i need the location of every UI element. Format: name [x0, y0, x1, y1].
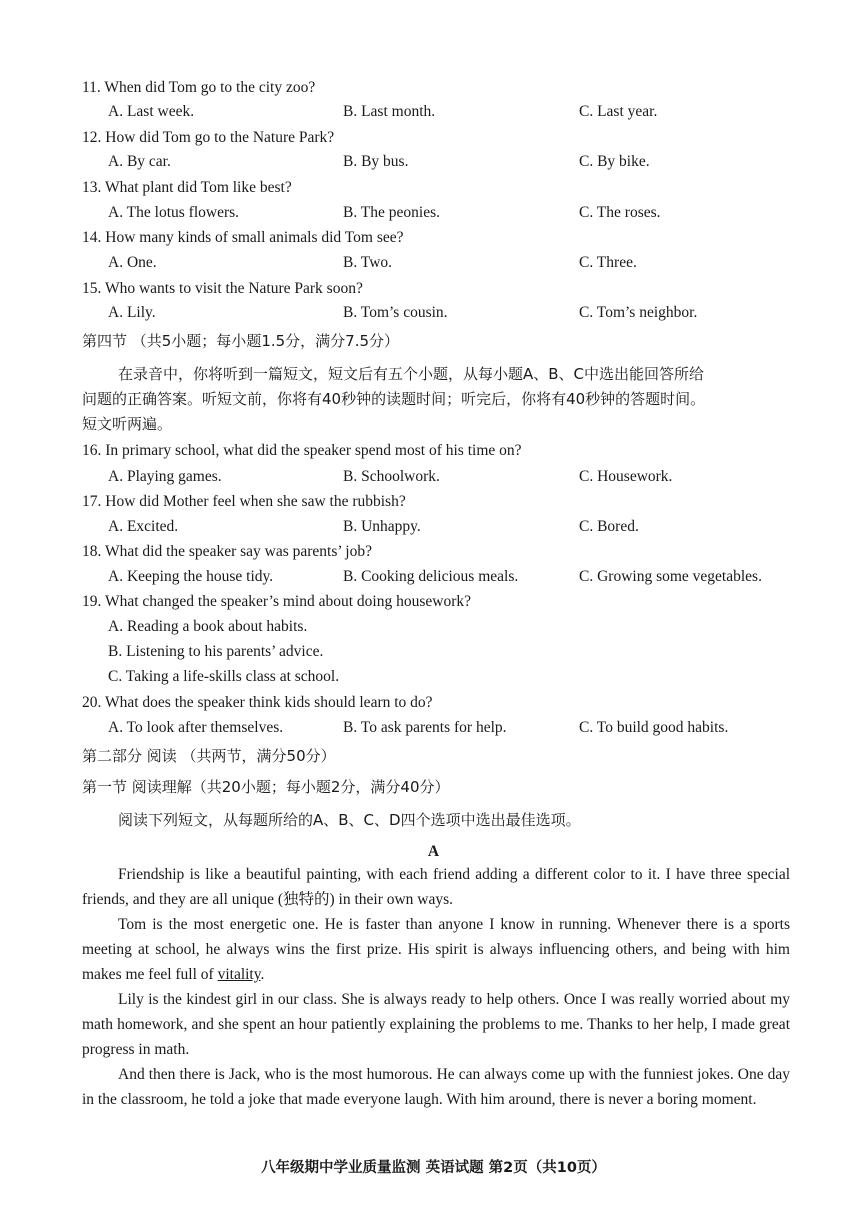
option-19c: C. Taking a life-skills class at school. [108, 668, 340, 685]
passage-paragraph-1: Friendship is like a beautiful painting, with each friend adding a different color to it. I have three special friends, and they are all unique (独特的) in their own ways. [82, 866, 790, 908]
option-16b: B. Schoolwork. [343, 468, 440, 485]
part-2-heading: 第二部分 阅读 （共两节，满分50分） [82, 747, 336, 765]
option-11b: B. Last month. [343, 103, 436, 120]
option-16a: A. Playing games. [108, 468, 222, 485]
option-17b: B. Unhappy. [343, 518, 421, 535]
option-12a: A. By car. [108, 153, 171, 170]
underlined-word-vitality: vitality [217, 966, 261, 983]
section-4-instruction-line2: 问题的正确答案。听短文前，你将有40秒钟的读题时间；听完后，你将有40秒钟的答题时间。 [82, 390, 706, 408]
passage-paragraph-4: And then there is Jack, who is the most humorous. He can always come up with the funniest jokes. One day in the classroom, he told a joke that made everyone laugh. With him around, there is never a boring moment. [82, 1066, 790, 1108]
page-footer: 八年级期中学业质量监测 英语试题 第2页（共10页） [261, 1160, 606, 1176]
option-12b: B. By bus. [343, 153, 409, 170]
option-17a: A. Excited. [108, 518, 179, 535]
reading-section-heading: 第一节 阅读理解（共20小题；每小题2分，满分40分） [82, 778, 450, 796]
passage-paragraph-2 [82, 912, 790, 987]
option-20a: A. To look after themselves. [108, 719, 284, 736]
question-12: 12. How did Tom go to the Nature Park? [82, 129, 335, 146]
question-17: 17. How did Mother feel when she saw the rubbish? [82, 493, 406, 510]
passage-label: A [427, 843, 440, 860]
question-13: 13. What plant did Tom like best? [82, 179, 292, 196]
option-13b: B. The peonies. [343, 204, 441, 221]
option-15a: A. Lily. [108, 304, 156, 321]
option-19a: A. Reading a book about habits. [108, 618, 308, 635]
reading-instruction: 阅读下列短文，从每题所给的A、B、C、D四个选项中选出最佳选项。 [118, 811, 581, 829]
question-20: 20. What does the speaker think kids should learn to do? [82, 694, 433, 711]
paragraph-2-end: . [260, 966, 265, 983]
option-13a: A. The lotus flowers. [108, 204, 240, 221]
passage-paragraph-3: Lily is the kindest girl in our class. She is always ready to help others. Once I was really worried about my math homework, and she spent an hour patiently explaining the problems to me. Thanks to her help, I made great progress in math. [82, 991, 790, 1058]
option-18c: C. Growing some vegetables. [579, 568, 762, 585]
option-14b: B. Two. [343, 254, 393, 271]
option-15b: B. Tom’s cousin. [343, 304, 448, 321]
option-11c: C. Last year. [579, 103, 658, 120]
option-16c: C. Housework. [579, 468, 673, 485]
section-4-instruction-line3: 短文听两遍。 [82, 415, 173, 433]
paragraph-2-text: Tom is the most energetic one. He is faster than anyone I know in running. Whenever there is a sports meeting at school, he always wins the first prize. His spirit is always influencing others, and being with him makes me feel full of [82, 916, 790, 983]
option-12c: C. By bike. [579, 153, 650, 170]
option-20b: B. To ask parents for help. [343, 719, 507, 736]
option-20c: C. To build good habits. [579, 719, 729, 736]
option-18b: B. Cooking delicious meals. [343, 568, 519, 585]
option-13c: C. The roses. [579, 204, 661, 221]
question-19: 19. What changed the speaker’s mind about doing housework? [82, 593, 471, 610]
option-11a: A. Last week. [108, 103, 195, 120]
question-18: 18. What did the speaker say was parents’ job? [82, 543, 372, 560]
question-15: 15. Who wants to visit the Nature Park soon? [82, 280, 363, 297]
option-15c: C. Tom’s neighbor. [579, 304, 698, 321]
question-11: 11. When did Tom go to the city zoo? [82, 79, 316, 96]
option-19b: B. Listening to his parents’ advice. [108, 643, 324, 660]
option-14c: C. Three. [579, 254, 637, 271]
option-17c: C. Bored. [579, 518, 639, 535]
question-16: 16. In primary school, what did the speaker spend most of his time on? [82, 442, 522, 459]
passage-a [82, 862, 790, 1112]
question-14: 14. How many kinds of small animals did Tom see? [82, 229, 404, 246]
option-14a: A. One. [108, 254, 157, 271]
option-18a: A. Keeping the house tidy. [108, 568, 274, 585]
section-4-instruction-line1: 在录音中，你将听到一篇短文，短文后有五个小题，从每小题A、B、C中选出能回答所给 [118, 365, 705, 383]
section-4-heading: 第四节 （共5小题；每小题1.5分，满分7.5分） [82, 332, 400, 350]
